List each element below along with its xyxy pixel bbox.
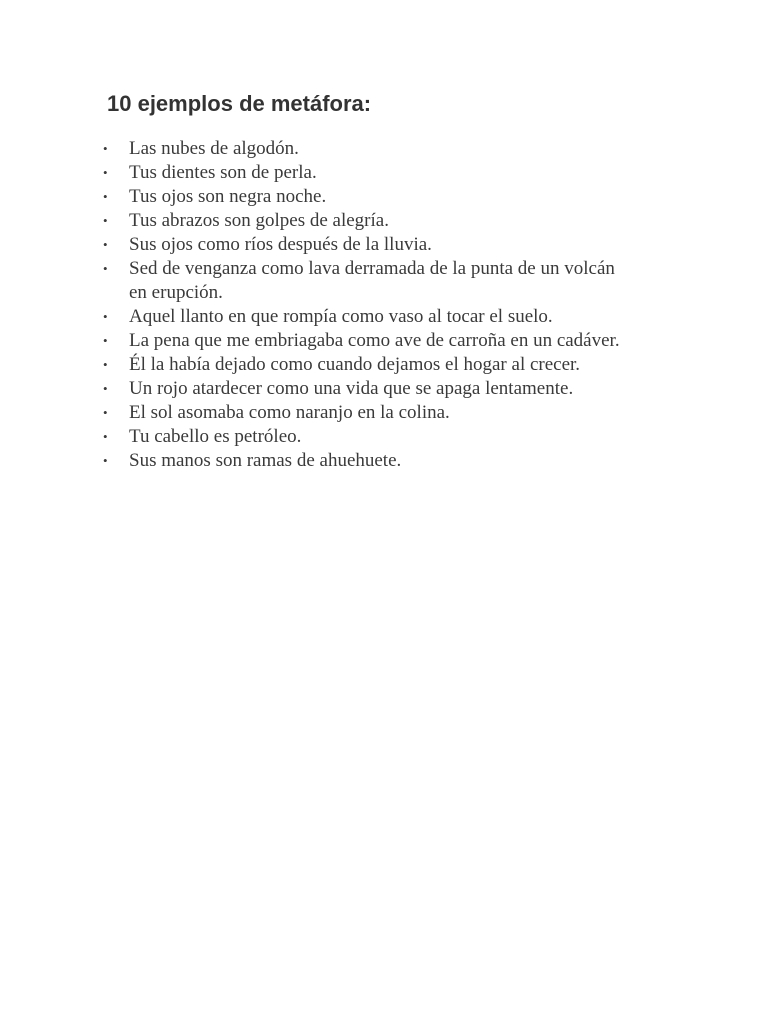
list-item-text: Él la había dejado como cuando dejamos el hogar al crecer.	[129, 354, 581, 375]
metaphor-list	[103, 137, 623, 473]
list-item	[103, 377, 623, 401]
list-item-text: Tu cabello es petróleo.	[129, 426, 302, 447]
list-item	[103, 329, 623, 353]
list-item-text: Sed de venganza como lava derramada de la punta de un volcán en erupción.	[129, 258, 615, 303]
bullet-icon: •	[103, 333, 108, 348]
list-item	[103, 209, 623, 233]
list-item-text: Un rojo atardecer como una vida que se apaga lentamente.	[129, 378, 574, 399]
bullet-icon: •	[103, 357, 108, 372]
bullet-icon: •	[103, 141, 108, 156]
list-item	[103, 185, 623, 209]
list-item	[103, 353, 623, 377]
list-item-text: Tus ojos son negra noche.	[129, 186, 327, 207]
bullet-icon: •	[103, 309, 108, 324]
bullet-icon: •	[103, 165, 108, 180]
list-item-text: Tus abrazos son golpes de alegría.	[129, 210, 389, 231]
bullet-icon: •	[103, 237, 108, 252]
list-item	[103, 137, 623, 161]
list-item	[103, 449, 623, 473]
list-item-text: El sol asomaba como naranjo en la colina.	[129, 402, 450, 423]
bullet-icon: •	[103, 429, 108, 444]
bullet-icon: •	[103, 261, 108, 276]
list-item-text: La pena que me embriagaba como ave de carroña en un cadáver.	[129, 330, 620, 351]
list-item	[103, 425, 623, 449]
list-item	[103, 401, 623, 425]
bullet-icon: •	[103, 213, 108, 228]
list-item	[103, 233, 623, 257]
list-item-text: Sus ojos como ríos después de la lluvia.	[129, 234, 432, 255]
list-item-text: Aquel llanto en que rompía como vaso al tocar el suelo.	[129, 306, 553, 327]
bullet-icon: •	[103, 405, 108, 420]
bullet-icon: •	[103, 189, 108, 204]
bullet-icon: •	[103, 381, 108, 396]
list-item-text: Las nubes de algodón.	[129, 138, 299, 159]
page-title: 10 ejemplos de metáfora:	[107, 91, 372, 116]
list-item-text: Sus manos son ramas de ahuehuete.	[129, 450, 402, 471]
list-item-text: Tus dientes son de perla.	[129, 162, 317, 183]
list-item	[103, 161, 623, 185]
list-item	[103, 257, 623, 305]
bullet-icon: •	[103, 453, 108, 468]
list-item	[103, 305, 623, 329]
